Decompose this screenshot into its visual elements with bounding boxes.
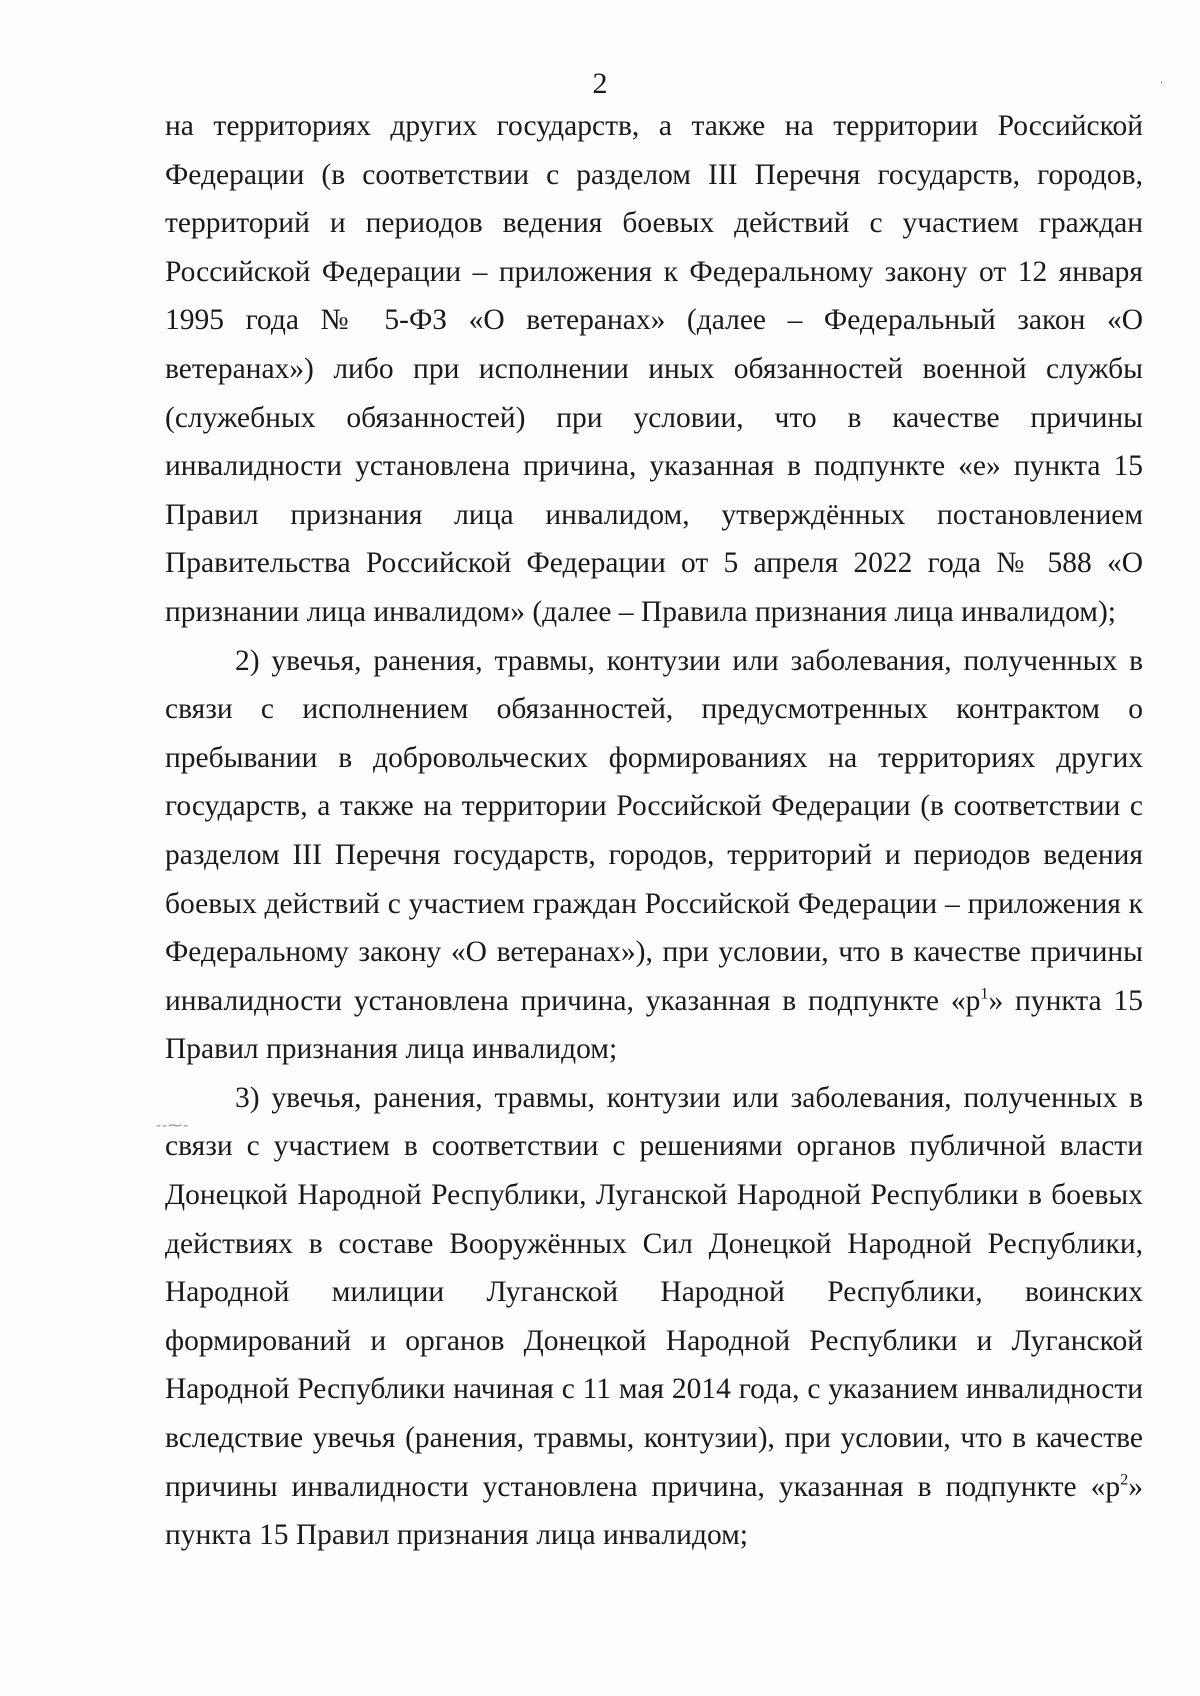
page-number: 2 bbox=[592, 67, 608, 100]
scan-speck: · bbox=[1160, 78, 1164, 89]
list-item-3 bbox=[165, 1074, 1143, 1560]
superscript-marker: 1 bbox=[980, 984, 989, 1003]
list-item-2 bbox=[165, 637, 1143, 1074]
list-item-3-tail: » пункта 15 Правил признания лица инвалидом; bbox=[165, 1470, 1143, 1552]
superscript-marker: 2 bbox=[1120, 1470, 1129, 1489]
scan-artifact-dash: -‐⁓- bbox=[156, 1118, 190, 1134]
document-body bbox=[165, 102, 1143, 1560]
paragraph-continuation: на территориях других государств, а также на территории Российской Федерации (в соответствии с разделом III Перечня государств, городов, территорий и периодов ведения боевых действий с участием граждан Российской Федерации – приложения к Федеральному закону от 12 января 1995 года № 5-ФЗ «О ветеранах» (далее – Федеральный закон «О ветеранах») либо при исполнении иных обязанностей военной службы (служебных обязанностей) при условии, что в качестве причины инвалидности установлена причина, указанная в подпункте «е» пункта 15 Правил признания лица инвалидом, утверждённых постановлением Правительства Российской Федерации от 5 апреля 2022 года № 588 «О признании лица инвалидом» (далее – Правила признания лица инвалидом); bbox=[165, 110, 1143, 628]
list-item-2-text: 2) увечья, ранения, травмы, контузии или заболевания, полученных в связи с исполнением обязанностей, предусмотренных контрактом о пребывании в добровольческих формированиях на территориях других государств, а также на территории Российской Федерации (в соответствии с разделом III Перечня государств, городов, территорий и периодов ведения боевых действий с участием граждан Российской Федерации – приложения к Федеральному закону «О ветеранах»), при условии, что в качестве причины инвалидности установлена причина, указанная в подпункте «р bbox=[165, 644, 1143, 1017]
list-item-3-text: 3) увечья, ранения, травмы, контузии или заболевания, полученных в связи с участием в соответствии с решениями органов публичной власти Донецкой Народной Республики, Луганской Народной Республики в боевых действиях в составе Вооружённых Сил Донецкой Народной Республики, Народной милиции Луганской Народной Республики, воинских формирований и органов Донецкой Народной Республики и Луганской Народной Республики начиная с 11 мая 2014 года, с указанием инвалидности вследствие увечья (ранения, травмы, контузии), при условии, что в качестве причины инвалидности установлена причина, указанная в подпункте «р bbox=[165, 1081, 1143, 1503]
list-item-2-tail: » пункта 15 Правил признания лица инвалидом; bbox=[165, 984, 1143, 1066]
